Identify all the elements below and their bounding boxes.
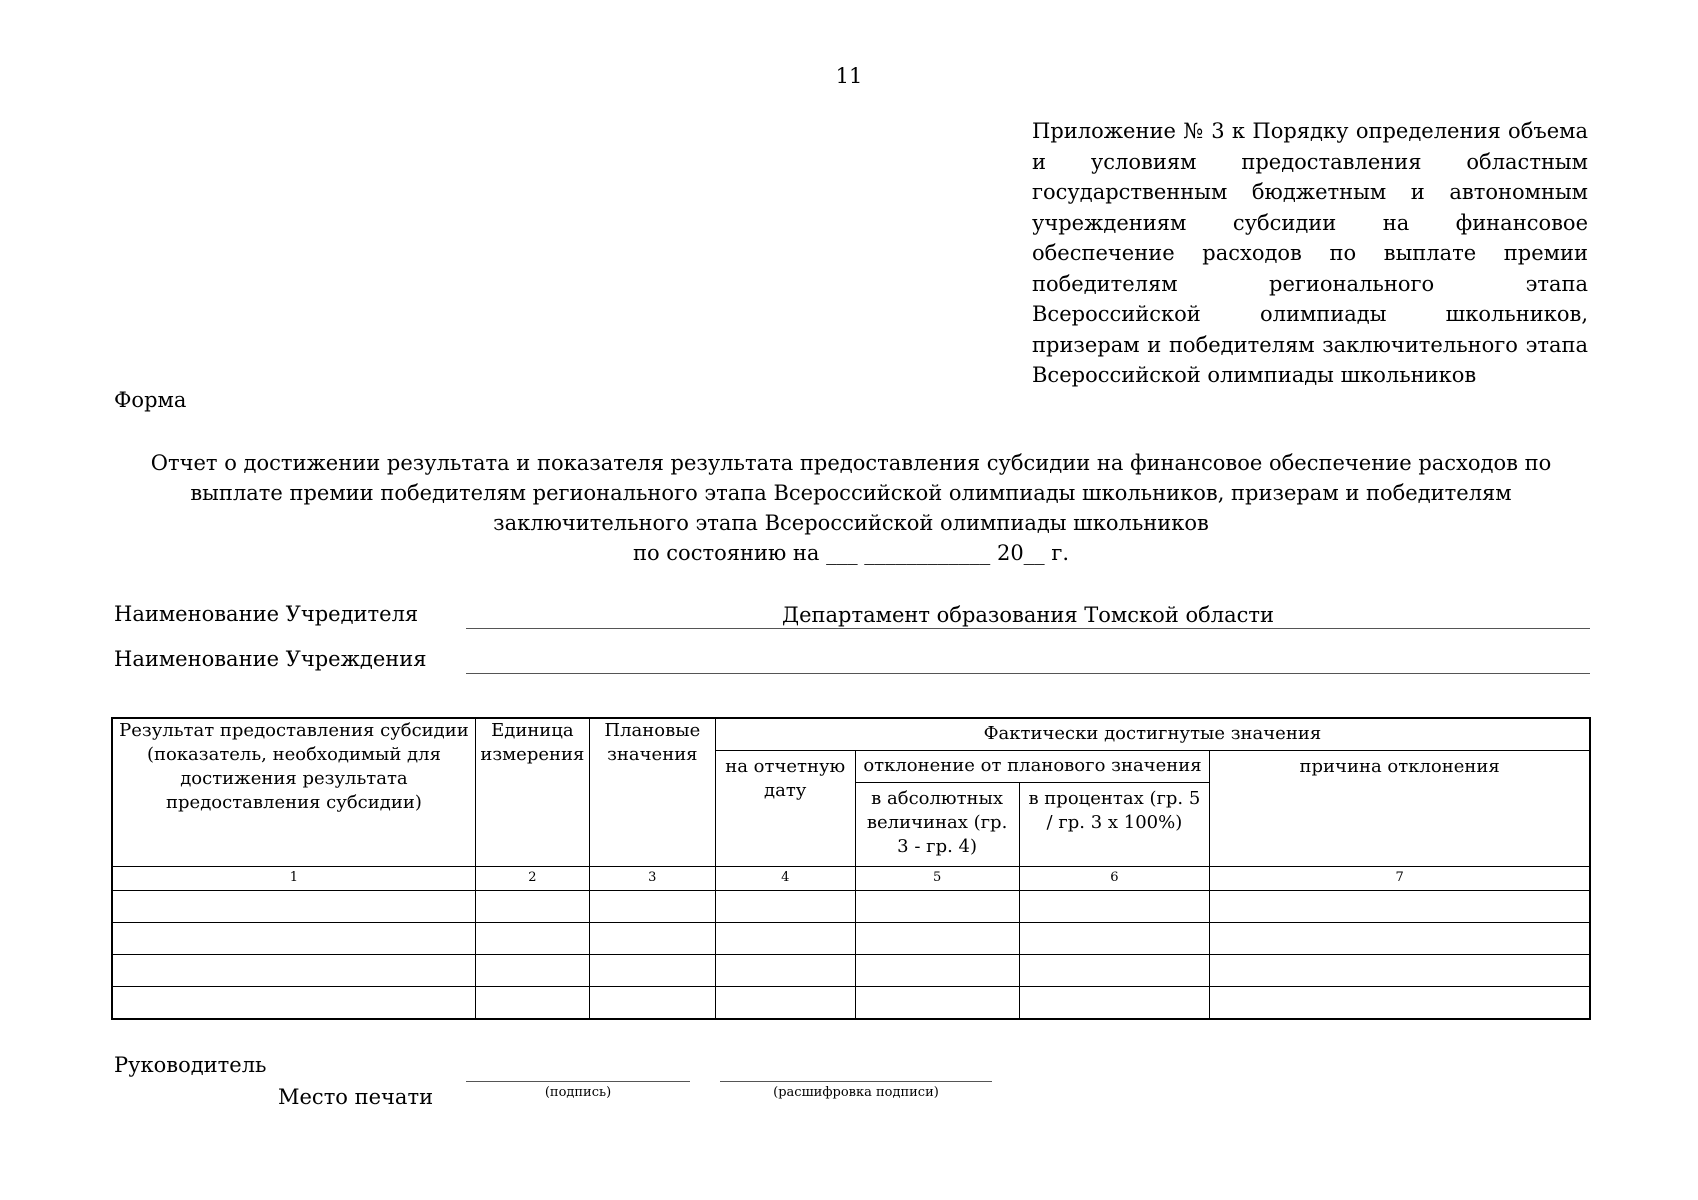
column-number: 1: [112, 866, 475, 890]
table-cell[interactable]: [855, 890, 1019, 922]
table-cell[interactable]: [112, 986, 475, 1019]
table-cell[interactable]: [589, 890, 715, 922]
column-number: 6: [1019, 866, 1210, 890]
annex-text: Приложение № 3 к Порядку определения объема и условиям предоставления областным государственным бюджетным и автономным учреждениям субсидии на финансовое обеспечение расходов по выплате премии победителям регионального этапа Всероссийской олимпиады школьников, призерам и победителям заключительного этапа Всероссийской олимпиады школьников: [1032, 119, 1588, 387]
table-cell[interactable]: [1210, 922, 1590, 954]
column-number: 5: [855, 866, 1019, 890]
column-number: 4: [715, 866, 855, 890]
table-cell[interactable]: [475, 922, 589, 954]
report-title-line-2: выплате премии победителям регионального этапа Всероссийской олимпиады школьников, призерам и победителям: [190, 481, 1512, 505]
table-cell[interactable]: [589, 954, 715, 986]
head-label: Руководитель: [114, 1053, 267, 1077]
table-cell[interactable]: [1210, 954, 1590, 986]
column-number: 7: [1210, 866, 1590, 890]
report-date-line: по состоянию на ___ ____________ 20__ г.: [632, 541, 1070, 565]
table-cell[interactable]: [1210, 890, 1590, 922]
table-cell[interactable]: [475, 986, 589, 1019]
table-cell[interactable]: [475, 890, 589, 922]
signature-line[interactable]: [466, 1081, 690, 1082]
founder-field[interactable]: Департамент образования Томской области: [466, 602, 1590, 629]
header-actual: Фактически достигнутые значения: [715, 718, 1590, 750]
table-row: [112, 890, 1590, 922]
form-label: Форма: [114, 388, 187, 412]
table-cell[interactable]: [589, 922, 715, 954]
institution-label: Наименование Учреждения: [114, 647, 427, 671]
column-number: 2: [475, 866, 589, 890]
founder-label: Наименование Учредителя: [114, 602, 419, 626]
table-cell[interactable]: [715, 890, 855, 922]
page-number: 11: [835, 64, 863, 88]
institution-field[interactable]: [466, 647, 1590, 674]
report-title-line-1: Отчет о достижении результата и показателя результата предоставления субсидии на финансовое обеспечение расходов по: [150, 451, 1552, 475]
header-percent: в процентах (гр. 5 / гр. 3 x 100%): [1019, 782, 1210, 866]
signature-decoding-caption: (расшифровка подписи): [773, 1085, 939, 1100]
table-cell[interactable]: [1210, 986, 1590, 1019]
table-row: [112, 986, 1590, 1019]
report-title-line-3: заключительного этапа Всероссийской олимпиады школьников: [493, 511, 1209, 535]
stamp-label: Место печати: [278, 1085, 434, 1109]
signature-caption: (подпись): [544, 1085, 612, 1100]
table-cell[interactable]: [855, 986, 1019, 1019]
header-result: Результат предоставления субсидии (показатель, необходимый для достижения результата предоставления субсидии): [112, 718, 475, 866]
report-table: [111, 717, 1591, 1020]
table-cell[interactable]: [112, 890, 475, 922]
table-cell[interactable]: [1019, 986, 1210, 1019]
table-cell[interactable]: [855, 954, 1019, 986]
table-cell[interactable]: [1019, 890, 1210, 922]
table-cell[interactable]: [715, 986, 855, 1019]
table-row: [112, 954, 1590, 986]
table-cell[interactable]: [1019, 922, 1210, 954]
table-cell[interactable]: [715, 954, 855, 986]
table-cell[interactable]: [715, 922, 855, 954]
table-row: [112, 922, 1590, 954]
table-cell[interactable]: [855, 922, 1019, 954]
column-number: 3: [589, 866, 715, 890]
header-unit: Единица измерения: [475, 718, 589, 866]
table-cell[interactable]: [112, 922, 475, 954]
header-on-date: на отчетную дату: [715, 750, 855, 866]
signature-decoding-line[interactable]: [720, 1081, 992, 1082]
table-cell[interactable]: [112, 954, 475, 986]
table-cell[interactable]: [1019, 954, 1210, 986]
table-cell[interactable]: [589, 986, 715, 1019]
header-reason: причина отклонения: [1210, 750, 1590, 866]
header-absolute: в абсолютных величинах (гр. 3 - гр. 4): [855, 782, 1019, 866]
header-deviation: отклонение от планового значения: [855, 750, 1210, 782]
header-planned: Плановые значения: [589, 718, 715, 866]
table-cell[interactable]: [475, 954, 589, 986]
report-title: [114, 448, 1588, 568]
